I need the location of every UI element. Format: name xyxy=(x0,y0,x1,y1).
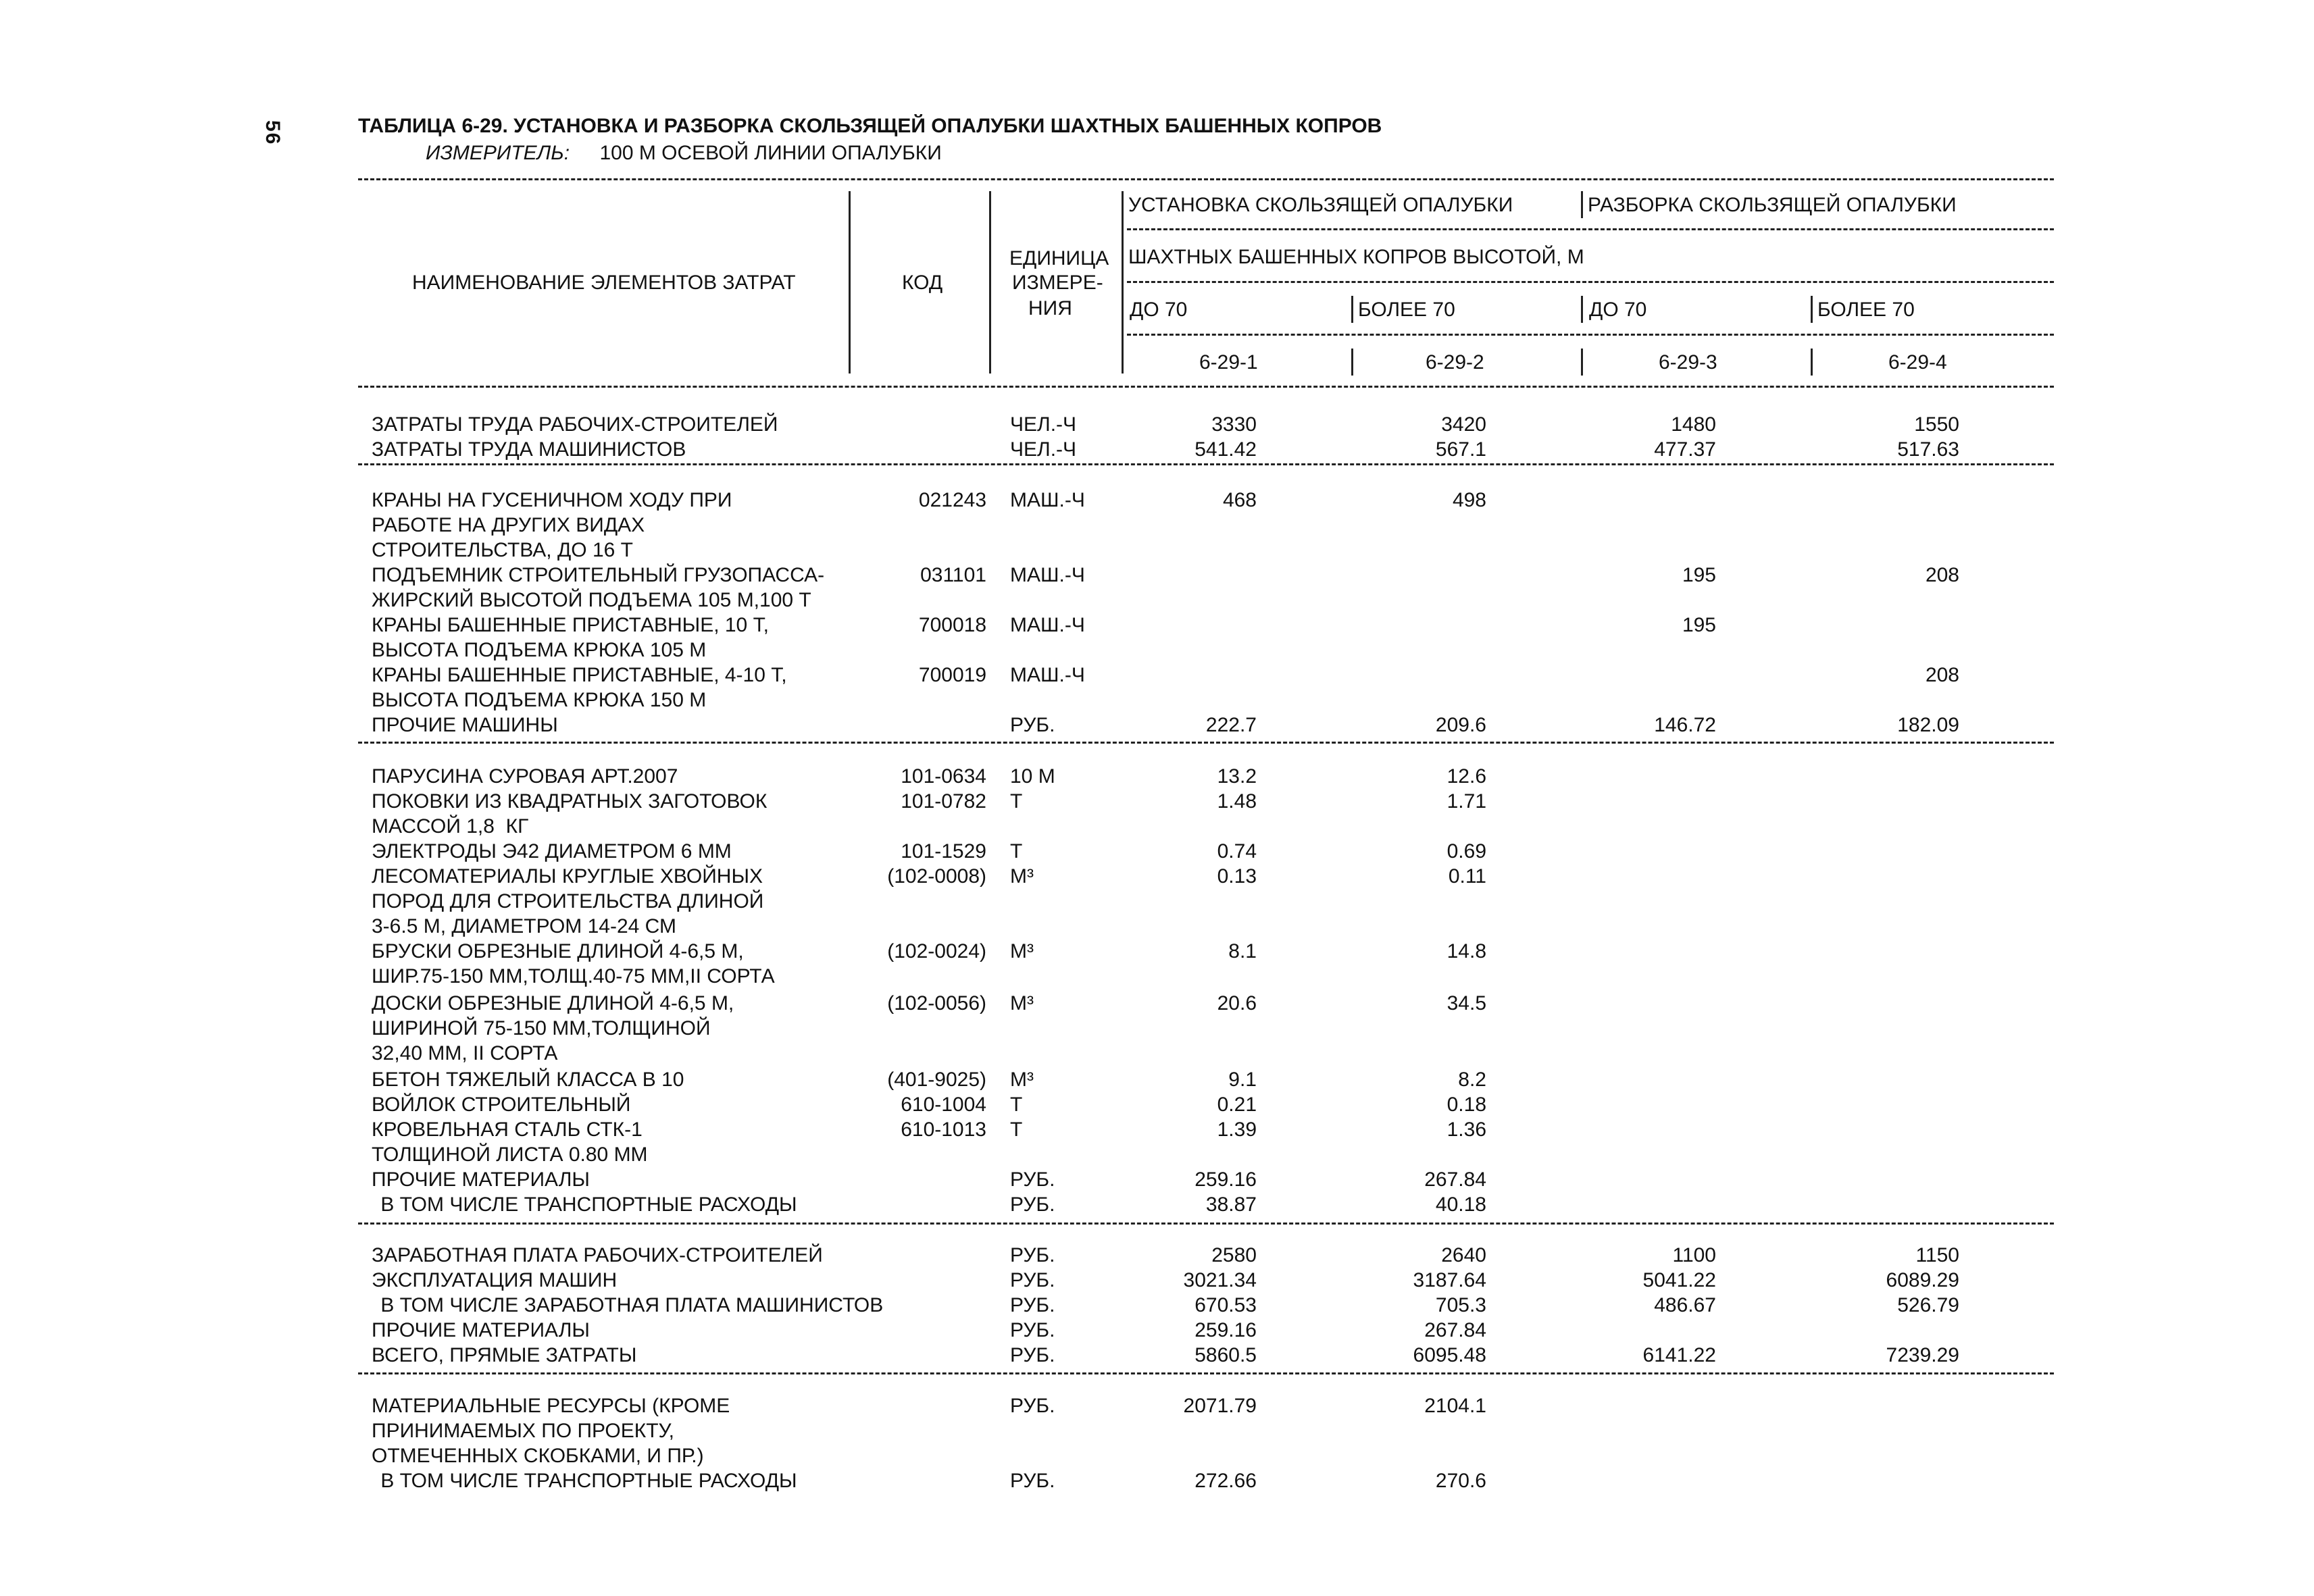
row-value: 34.5 xyxy=(1447,992,1486,1014)
header-unit-line2: ИЗМЕРЕ- xyxy=(1012,272,1103,294)
header-divider xyxy=(849,191,851,374)
row-value: 6095.48 xyxy=(1413,1344,1486,1366)
row-name: ПОРОД ДЛЯ СТРОИТЕЛЬСТВА ДЛИНОЙ xyxy=(372,890,764,912)
header-code-3: 6-29-3 xyxy=(1659,351,1717,374)
row-unit: Т xyxy=(1010,790,1023,813)
table-title: ТАБЛИЦА 6-29. УСТАНОВКА И РАЗБОРКА СКОЛЬЗЯЩЕЙ ОПАЛУБКИ ШАХТНЫХ БАШЕННЫХ КОПРОВ xyxy=(358,115,1382,137)
row-unit: М³ xyxy=(1010,992,1034,1014)
header-unit-line3: НИЯ xyxy=(1028,297,1072,319)
row-unit: М³ xyxy=(1010,865,1034,887)
header-sub-1: ДО 70 xyxy=(1130,299,1188,321)
header-name: НАИМЕНОВАНИЕ ЭЛЕМЕНТОВ ЗАТРАТ xyxy=(412,272,796,294)
row-name: ЭКСПЛУАТАЦИЯ МАШИН xyxy=(372,1269,618,1291)
row-value: 541.42 xyxy=(1194,438,1257,461)
row-unit: ЧЕЛ.-Ч xyxy=(1010,438,1077,461)
row-value: 12.6 xyxy=(1447,765,1486,788)
section-rule xyxy=(358,1372,2054,1374)
row-name: В ТОМ ЧИСЛЕ ЗАРАБОТНАЯ ПЛАТА МАШИНИСТОВ xyxy=(375,1294,884,1316)
row-name: 32,40 ММ, II СОРТА xyxy=(372,1042,558,1064)
header-height: ШАХТНЫХ БАШЕННЫХ КОПРОВ ВЫСОТОЙ, М xyxy=(1128,246,1584,268)
row-name: ПРОЧИЕ МАТЕРИАЛЫ xyxy=(372,1168,590,1191)
row-unit: РУБ. xyxy=(1010,1168,1055,1191)
row-unit: РУБ. xyxy=(1010,1294,1055,1316)
header-sub-3: ДО 70 xyxy=(1589,299,1647,321)
section-rule xyxy=(358,742,2054,744)
header-divider xyxy=(989,191,991,374)
row-name: ШИР.75-150 ММ,ТОЛЩ.40-75 ММ,II СОРТА xyxy=(372,965,775,987)
row-unit: М³ xyxy=(1010,1069,1034,1091)
row-value: 468 xyxy=(1222,489,1257,511)
header-rule xyxy=(1127,334,2054,336)
row-name: КРАНЫ БАШЕННЫЕ ПРИСТАВНЫЕ, 10 Т, xyxy=(372,614,769,636)
header-divider xyxy=(1581,191,1583,218)
row-unit: РУБ. xyxy=(1010,1344,1055,1366)
row-code: 021243 xyxy=(918,489,986,511)
row-unit: Т xyxy=(1010,1118,1023,1141)
section-rule xyxy=(358,1222,2054,1225)
row-value: 259.16 xyxy=(1194,1168,1257,1191)
row-value: 0.18 xyxy=(1447,1093,1486,1116)
row-name: ЗАТРАТЫ ТРУДА РАБОЧИХ-СТРОИТЕЛЕЙ xyxy=(372,413,778,436)
row-unit: МАШ.-Ч xyxy=(1010,489,1085,511)
row-code: 700019 xyxy=(918,664,986,686)
row-value: 259.16 xyxy=(1194,1319,1257,1341)
row-unit: ЧЕЛ.-Ч xyxy=(1010,413,1077,436)
row-value: 1.48 xyxy=(1217,790,1257,813)
row-name: ШИРИНОЙ 75-150 ММ,ТОЛЩИНОЙ xyxy=(372,1017,711,1039)
row-name: ПАРУСИНА СУРОВАЯ АРТ.2007 xyxy=(372,765,678,788)
row-code: (102-0024) xyxy=(887,940,986,962)
row-value: 670.53 xyxy=(1194,1294,1257,1316)
row-name: В ТОМ ЧИСЛЕ ТРАНСПОРТНЫЕ РАСХОДЫ xyxy=(375,1193,797,1216)
row-value: 1.71 xyxy=(1447,790,1486,813)
header-code-2: 6-29-2 xyxy=(1426,351,1484,374)
header-rule xyxy=(1127,228,2054,230)
row-code: 101-1529 xyxy=(901,840,986,863)
header-code-1: 6-29-1 xyxy=(1199,351,1258,374)
row-value: 208 xyxy=(1925,664,1959,686)
row-value: 0.11 xyxy=(1448,865,1486,887)
row-name: ДОСКИ ОБРЕЗНЫЕ ДЛИНОЙ 4-6,5 М, xyxy=(372,992,734,1014)
header-install: УСТАНОВКА СКОЛЬЗЯЩЕЙ ОПАЛУБКИ xyxy=(1128,194,1513,216)
row-name: ТОЛЩИНОЙ ЛИСТА 0.80 ММ xyxy=(372,1143,648,1166)
row-value: 477.37 xyxy=(1654,438,1716,461)
header-dismantle: РАЗБОРКА СКОЛЬЗЯЩЕЙ ОПАЛУБКИ xyxy=(1588,194,1957,216)
row-name: ВОЙЛОК СТРОИТЕЛЬНЫЙ xyxy=(372,1093,631,1116)
row-name: ПОДЪЕМНИК СТРОИТЕЛЬНЫЙ ГРУЗОПАССА- xyxy=(372,564,825,586)
row-value: 222.7 xyxy=(1205,714,1257,736)
row-unit: МАШ.-Ч xyxy=(1010,564,1085,586)
row-name: ЗАТРАТЫ ТРУДА МАШИНИСТОВ xyxy=(372,438,686,461)
row-value: 7239.29 xyxy=(1886,1344,1959,1366)
row-name: РАБОТЕ НА ДРУГИХ ВИДАХ xyxy=(372,514,645,536)
row-value: 6089.29 xyxy=(1886,1269,1959,1291)
row-value: 3187.64 xyxy=(1413,1269,1486,1291)
row-name: В ТОМ ЧИСЛЕ ТРАНСПОРТНЫЕ РАСХОДЫ xyxy=(375,1470,797,1492)
row-name: ПРИНИМАЕМЫХ ПО ПРОЕКТУ, xyxy=(372,1420,674,1442)
header-divider xyxy=(1122,191,1124,374)
row-value: 8.2 xyxy=(1458,1069,1486,1091)
row-value: 182.09 xyxy=(1897,714,1959,736)
row-name: ВЫСОТА ПОДЪЕМА КРЮКА 150 М xyxy=(372,689,707,711)
row-value: 2104.1 xyxy=(1424,1395,1486,1417)
row-value: 8.1 xyxy=(1228,940,1257,962)
row-unit: МАШ.-Ч xyxy=(1010,664,1085,686)
row-name: КРАНЫ БАШЕННЫЕ ПРИСТАВНЫЕ, 4-10 Т, xyxy=(372,664,787,686)
row-code: (102-0008) xyxy=(887,865,986,887)
row-value: 270.6 xyxy=(1435,1470,1486,1492)
row-unit: 10 М xyxy=(1010,765,1055,788)
row-value: 20.6 xyxy=(1217,992,1257,1014)
row-code: 031101 xyxy=(920,564,986,586)
header-divider xyxy=(1351,296,1353,323)
row-value: 40.18 xyxy=(1435,1193,1486,1216)
row-value: 486.67 xyxy=(1654,1294,1716,1316)
row-unit: РУБ. xyxy=(1010,1395,1055,1417)
row-name: КРАНЫ НА ГУСЕНИЧНОМ ХОДУ ПРИ xyxy=(372,489,732,511)
row-code: (102-0056) xyxy=(887,992,986,1014)
row-value: 0.13 xyxy=(1217,865,1257,887)
row-value: 2580 xyxy=(1211,1244,1257,1266)
row-value: 9.1 xyxy=(1228,1069,1257,1091)
row-unit: МАШ.-Ч xyxy=(1010,614,1085,636)
row-name: ВЫСОТА ПОДЪЕМА КРЮКА 105 М xyxy=(372,639,707,661)
row-name: КРОВЕЛЬНАЯ СТАЛЬ СТК-1 xyxy=(372,1118,643,1141)
row-value: 0.21 xyxy=(1217,1093,1257,1116)
row-code: 610-1013 xyxy=(901,1118,986,1141)
row-value: 195 xyxy=(1682,564,1716,586)
row-unit: Т xyxy=(1010,840,1023,863)
header-code: КОД xyxy=(902,272,943,294)
row-value: 1550 xyxy=(1914,413,1959,436)
row-code: (401-9025) xyxy=(887,1069,986,1091)
table-subtitle xyxy=(426,142,942,165)
row-name: МАССОЙ 1,8 КГ xyxy=(372,815,529,838)
row-value: 267.84 xyxy=(1424,1168,1486,1191)
row-name: ПРОЧИЕ МАТЕРИАЛЫ xyxy=(372,1319,590,1341)
header-sub-2: БОЛЕЕ 70 xyxy=(1358,299,1455,321)
page-number: 56 xyxy=(261,120,284,146)
header-divider xyxy=(1581,296,1583,323)
row-name: ПРОЧИЕ МАШИНЫ xyxy=(372,714,558,736)
row-name: БЕТОН ТЯЖЕЛЫЙ КЛАССА В 10 xyxy=(372,1069,684,1091)
row-name: ОТМЕЧЕННЫХ СКОБКАМИ, И ПР.) xyxy=(372,1445,704,1467)
row-name: ЛЕСОМАТЕРИАЛЫ КРУГЛЫЕ ХВОЙНЫХ xyxy=(372,865,763,887)
row-value: 146.72 xyxy=(1654,714,1716,736)
section-rule xyxy=(358,463,2054,465)
row-value: 1.36 xyxy=(1447,1118,1486,1141)
row-value: 5860.5 xyxy=(1194,1344,1257,1366)
row-unit: Т xyxy=(1010,1093,1023,1116)
row-value: 208 xyxy=(1925,564,1959,586)
header-divider xyxy=(1581,349,1583,376)
header-divider xyxy=(1811,349,1813,376)
row-value: 0.69 xyxy=(1447,840,1486,863)
row-name: ВСЕГО, ПРЯМЫЕ ЗАТРАТЫ xyxy=(372,1344,637,1366)
row-value: 272.66 xyxy=(1194,1470,1257,1492)
row-value: 6141.22 xyxy=(1642,1344,1716,1366)
row-value: 267.84 xyxy=(1424,1319,1486,1341)
row-value: 195 xyxy=(1682,614,1716,636)
header-unit-line1: ЕДИНИЦА xyxy=(1009,247,1109,269)
header-divider xyxy=(1351,349,1353,376)
row-name: ПОКОВКИ ИЗ КВАДРАТНЫХ ЗАГОТОВОК xyxy=(372,790,768,813)
header-bottom-rule xyxy=(358,386,2054,388)
row-value: 705.3 xyxy=(1435,1294,1486,1316)
row-unit: РУБ. xyxy=(1010,714,1055,736)
header-divider xyxy=(1811,296,1813,323)
row-value: 1100 xyxy=(1672,1244,1716,1266)
row-value: 209.6 xyxy=(1435,714,1486,736)
row-value: 1.39 xyxy=(1217,1118,1257,1141)
row-value: 526.79 xyxy=(1897,1294,1959,1316)
row-value: 0.74 xyxy=(1217,840,1257,863)
row-value: 517.63 xyxy=(1897,438,1959,461)
row-unit: РУБ. xyxy=(1010,1269,1055,1291)
row-value: 2071.79 xyxy=(1183,1395,1257,1417)
meter-label: ИЗМЕРИТЕЛЬ: xyxy=(426,142,570,164)
row-value: 5041.22 xyxy=(1642,1269,1716,1291)
row-value: 567.1 xyxy=(1435,438,1486,461)
row-name: СТРОИТЕЛЬСТВА, ДО 16 Т xyxy=(372,539,633,561)
row-name: МАТЕРИАЛЬНЫЕ РЕСУРСЫ (КРОМЕ xyxy=(372,1395,730,1417)
row-code: 101-0634 xyxy=(901,765,986,788)
row-value: 13.2 xyxy=(1217,765,1257,788)
header-sub-4: БОЛЕЕ 70 xyxy=(1817,299,1915,321)
row-unit: РУБ. xyxy=(1010,1193,1055,1216)
row-value: 2640 xyxy=(1441,1244,1486,1266)
header-rule xyxy=(1127,281,2054,283)
row-unit: РУБ. xyxy=(1010,1319,1055,1341)
row-name: ЗАРАБОТНАЯ ПЛАТА РАБОЧИХ-СТРОИТЕЛЕЙ xyxy=(372,1244,823,1266)
row-value: 3021.34 xyxy=(1183,1269,1257,1291)
meter-value: 100 М ОСЕВОЙ ЛИНИИ ОПАЛУБКИ xyxy=(599,142,942,164)
row-name: ЖИРСКИЙ ВЫСОТОЙ ПОДЪЕМА 105 М,100 Т xyxy=(372,589,811,611)
row-unit: М³ xyxy=(1010,940,1034,962)
row-name: 3-6.5 М, ДИАМЕТРОМ 14-24 СМ xyxy=(372,915,676,937)
row-value: 3420 xyxy=(1441,413,1486,436)
row-value: 1150 xyxy=(1915,1244,1959,1266)
row-name: БРУСКИ ОБРЕЗНЫЕ ДЛИНОЙ 4-6,5 М, xyxy=(372,940,744,962)
row-code: 700018 xyxy=(918,614,986,636)
row-unit: РУБ. xyxy=(1010,1244,1055,1266)
header-code-4: 6-29-4 xyxy=(1888,351,1947,374)
row-value: 14.8 xyxy=(1447,940,1486,962)
row-unit: РУБ. xyxy=(1010,1470,1055,1492)
row-code: 610-1004 xyxy=(901,1093,986,1116)
row-value: 38.87 xyxy=(1205,1193,1257,1216)
row-code: 101-0782 xyxy=(901,790,986,813)
row-value: 1480 xyxy=(1671,413,1716,436)
header-top-rule xyxy=(358,178,2054,180)
row-value: 498 xyxy=(1452,489,1486,511)
row-name: ЭЛЕКТРОДЫ Э42 ДИАМЕТРОМ 6 ММ xyxy=(372,840,732,863)
row-value: 3330 xyxy=(1211,413,1257,436)
